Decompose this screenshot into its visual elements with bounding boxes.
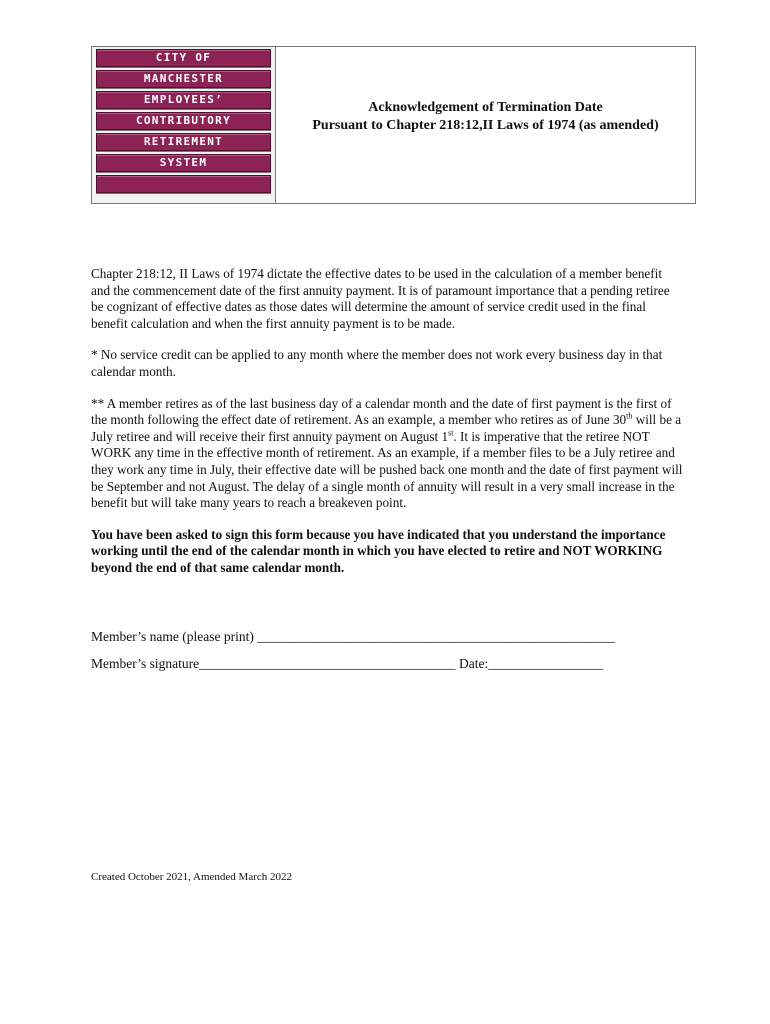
logo-line-3: EMPLOYEES’ xyxy=(96,91,271,109)
form-title xyxy=(276,47,695,203)
signature-section xyxy=(91,629,615,683)
logo-line-1: CITY OF xyxy=(96,49,271,67)
superscript-th: th xyxy=(626,411,633,421)
member-signature-date-field[interactable]: Member’s signature______________________________________ Date:_________________ xyxy=(91,656,603,671)
logo-line-6: SYSTEM xyxy=(96,154,271,172)
paragraph-statute: Chapter 218:12, II Laws of 1974 dictate the effective dates to be used in the calculation of a member benefit and the commencement date of the first annuity payment. It is of paramount importance that a pending retiree be cognizant of effective dates as those dates will determine the amount of service credit used in the final benefit calculation and when the first annuity payment is to be made. xyxy=(91,266,670,331)
superscript-st: st xyxy=(448,428,454,438)
logo-line-7 xyxy=(96,175,271,193)
logo-line-4: CONTRIBUTORY xyxy=(96,112,271,130)
paragraph-retirement-date-part-2: will be a July retiree and will receive their first annuity payment on August 1 xyxy=(91,412,682,444)
logo-line-5: RETIREMENT xyxy=(96,133,271,151)
footer-note: Created October 2021, Amended March 2022 xyxy=(91,871,292,883)
paragraph-retirement-date-part-3: . It is imperative that the retiree NOT WORK any time in the effective month of retirement. As an example, if a member files to be a July retiree and they work any time in July, their effective date will be pushed back one month and the date of first payment will be September and not August. The delay of a single month of annuity will result in a very small increase in the benefit but will take many years to reach a breakeven point. xyxy=(91,428,683,511)
form-header xyxy=(91,46,696,204)
form-title-line-2: Pursuant to Chapter 218:12,II Laws of 1974 (as amended) xyxy=(312,118,659,133)
member-name-field[interactable]: Member’s name (please print) _____________________________________________________ xyxy=(91,629,615,644)
form-body xyxy=(91,266,683,592)
paragraph-retirement-date-part-1: ** A member retires as of the last business day of a calendar month and the date of first payment is the first of the month following the effect date of retirement. As an example, a member who retires as of June 30 xyxy=(91,395,672,428)
retirement-system-logo xyxy=(92,47,276,203)
paragraph-service-credit: * No service credit can be applied to any month where the member does not work every business day in that calendar month. xyxy=(91,347,663,379)
paragraph-acknowledgement: You have been asked to sign this form because you have indicated that you understand the importance working until the end of the calendar month in which you have elected to retire and NOT WORKING beyond the end of that same calendar month. xyxy=(91,526,666,575)
paragraph-retirement-date xyxy=(91,396,683,512)
form-title-line-1: Acknowledgement of Termination Date xyxy=(368,100,603,115)
logo-line-2: MANCHESTER xyxy=(96,70,271,88)
